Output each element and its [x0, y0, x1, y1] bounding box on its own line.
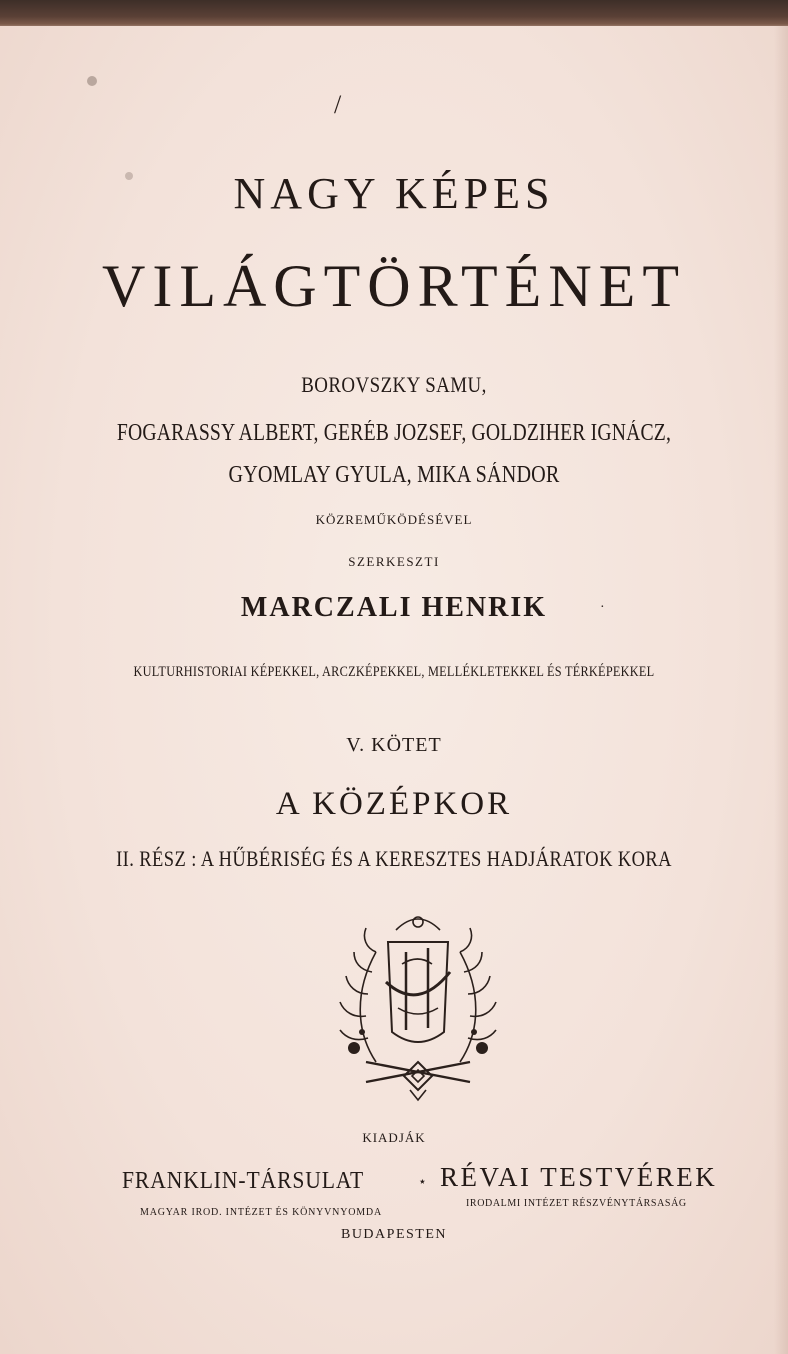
- publisher-emblem-icon: [336, 912, 500, 1104]
- authors-line-2: FOGARASSY ALBERT, GERÉB JOZSEF, GOLDZIHER IGNÁCZ,: [116, 420, 672, 446]
- collaboration-note: KÖZREMŰKÖDÉSÉVEL: [315, 512, 473, 527]
- illustrations-note: KULTURHISTORIAI KÉPEKKEL, ARCZKÉPEKKEL, MELLÉKLETEKKEL ÉS TÉRKÉPEKKEL: [133, 664, 655, 680]
- authors-line-1: BOROVSZKY SAMU,: [301, 372, 487, 397]
- part-title: II. RÉSZ : A HŰBÉRISÉG ÉS A KERESZTES HADJÁRATOK KORA: [116, 846, 672, 871]
- edited-by-label: SZERKESZTI: [348, 554, 440, 569]
- editor-name: MARCZALI HENRIK: [240, 592, 548, 623]
- star-separator-icon: ⋆: [418, 1175, 427, 1190]
- page-edge-shadow: [774, 26, 788, 1354]
- publisher-franklin-subtitle: MAGYAR IROD. INTÉZET ÉS KÖNYVNYOMDA: [140, 1207, 382, 1218]
- paper-speck: [87, 76, 97, 86]
- title-line-1: NAGY KÉPES: [233, 169, 555, 218]
- publisher-revai: RÉVAI TESTVÉREK: [440, 1162, 718, 1192]
- title-page: [0, 26, 788, 1354]
- volume-number: V. KÖTET: [346, 734, 442, 756]
- publishers-row: [0, 1162, 788, 1198]
- volume-title: A KÖZÉPKOR: [275, 786, 513, 822]
- authors-line-3: GYOMLAY GYULA, MIKA SÁNDOR: [228, 462, 560, 488]
- publishers-label: KIADJÁK: [362, 1130, 426, 1145]
- stray-dot: ·: [600, 600, 605, 615]
- pencil-mark: /: [334, 90, 342, 119]
- title-line-2: VILÁGTÖRTÉNET: [102, 253, 686, 319]
- publication-city: BUDAPESTEN: [340, 1227, 447, 1242]
- publisher-revai-subtitle: IRODALMI INTÉZET RÉSZVÉNYTÁRSASÁG: [466, 1198, 687, 1209]
- publisher-franklin: FRANKLIN-TÁRSULAT: [122, 1168, 365, 1194]
